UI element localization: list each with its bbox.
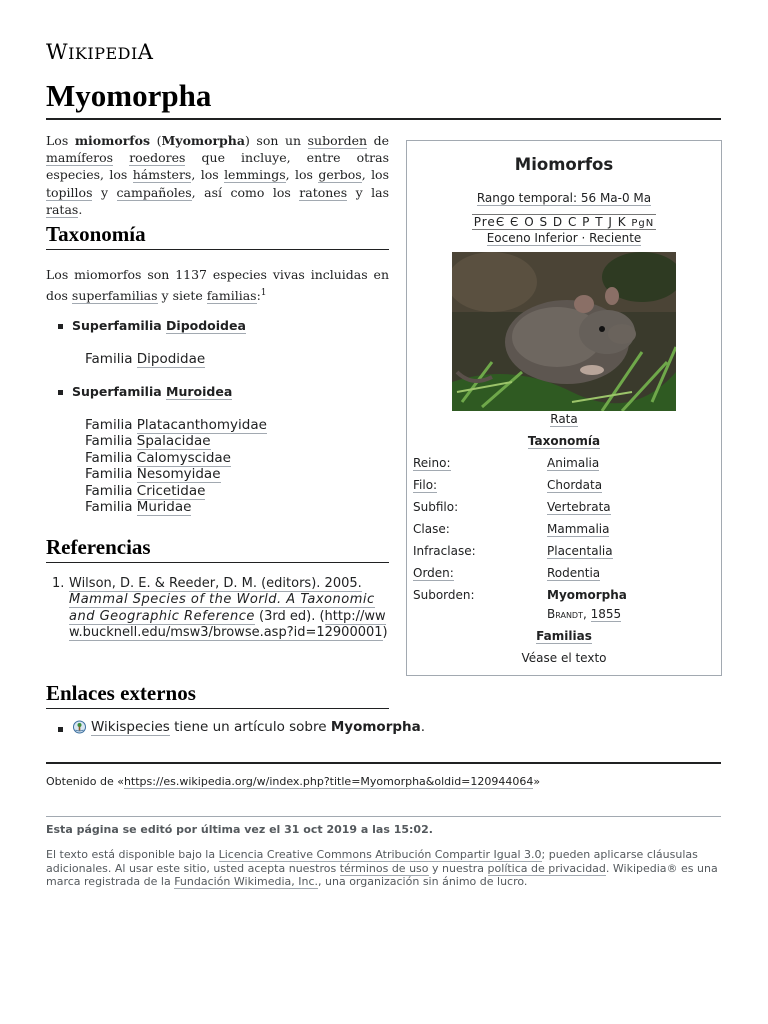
- wikispecies-icon[interactable]: [72, 719, 87, 734]
- privacy-policy-link[interactable]: política de privacidad: [487, 861, 606, 875]
- taxonomy-label: [407, 434, 721, 448]
- reference-1-link[interactable]: 1: [260, 288, 267, 298]
- epoch-link[interactable]: Eoceno Inferior · Reciente: [486, 231, 642, 245]
- geologic-period-bar[interactable]: PreЄ Є O S D C P T J K PgN: [473, 215, 655, 229]
- superfamily-dipodoidea: Superfamilia Dipodoidea: [72, 318, 246, 333]
- taxon-link[interactable]: Placentalia: [547, 544, 613, 558]
- rank-link[interactable]: Reino:: [413, 456, 451, 470]
- link-hamsters[interactable]: hámsters: [132, 167, 192, 183]
- taxonomy-link[interactable]: Taxonomía: [527, 434, 601, 448]
- taxonomia-paragraph: Los miomorfos son 1137 especies vivas incluidas en dos superfamilias y siete familias:$^1$: [46, 267, 389, 304]
- epoch-range: [407, 231, 721, 245]
- taxon-link[interactable]: Vertebrata: [547, 500, 611, 514]
- link-ratones[interactable]: ratones: [299, 184, 348, 200]
- reference-work-link[interactable]: Mammal Species of the World. A Taxonomic and Geographic Reference: [69, 592, 375, 624]
- link-wikispecies[interactable]: Wikispecies: [91, 719, 170, 735]
- rank-label: Suborden:: [413, 588, 475, 602]
- authority-name: Brandt: [547, 607, 583, 621]
- heading-enlaces-externos: Enlaces externos: [46, 681, 389, 709]
- familias-text: Véase el texto: [521, 651, 607, 665]
- list-item: Familia Dipodidae: [85, 351, 206, 367]
- link-roedores[interactable]: roedores: [129, 150, 186, 166]
- family-list-muroidea: [85, 417, 267, 515]
- link-dipodidae[interactable]: Dipodidae: [136, 351, 206, 367]
- link-lemmings[interactable]: lemmings: [224, 167, 286, 183]
- link-calomyscidae[interactable]: Calomyscidae: [136, 449, 231, 466]
- link-muroidea[interactable]: Muroidea: [166, 384, 233, 399]
- link-gerbos[interactable]: gerbos: [318, 167, 362, 183]
- rank-label: Infraclase:: [413, 544, 476, 558]
- link-ratas[interactable]: ratas: [46, 201, 79, 217]
- license-text: El texto está disponible bajo la Licencia Creative Commons Atribución Compartir Igual 3.0; pueden aplicarse cláusulas adicionales. Al usar este sitio, usted acepta nuestros términos de uso y nuestra política de privacidad. Wikipedia® es una marca registrada de la Fundación Wikimedia, Inc., una organización sin ánimo de lucro.: [46, 848, 718, 889]
- rank-link[interactable]: Filo:: [413, 478, 438, 492]
- rank-link[interactable]: Orden:: [413, 566, 454, 580]
- terms-of-use-link[interactable]: términos de uso: [339, 861, 429, 875]
- heading-taxonomia: Taxonomía: [46, 222, 389, 250]
- taxobox-title: Miomorfos: [514, 155, 614, 174]
- list-item: Familia Nesomyidae: [85, 466, 221, 483]
- retrieved-url-link[interactable]: https://es.wikipedia.org/w/index.php?title=Myomorpha&oldid=120944064: [123, 775, 534, 788]
- retrieved-from: Obtenido de «https://es.wikipedia.org/w/index.php?title=Myomorpha&oldid=120944064»: [46, 775, 541, 788]
- last-edited: Esta página se editó por última vez el 31 oct 2019 a las 15:02.: [46, 823, 433, 836]
- list-item: Familia Cricetidae: [85, 482, 206, 499]
- taxon-link[interactable]: Mammalia: [547, 522, 610, 536]
- bullet: [58, 390, 63, 395]
- link-suborden[interactable]: suborden: [307, 133, 368, 148]
- link-dipodoidea[interactable]: Dipodoidea: [166, 318, 246, 333]
- temporal-range: [407, 191, 721, 205]
- reference-item: Wilson, D. E. & Reeder, D. M. (editors). 2005. Mammal Species of the World. A Taxonomic and Geographic Reference (3rd ed). (http://www.bucknell.edu/msw3/browse.asp?id=12900001): [69, 576, 388, 640]
- superfamily-muroidea: Superfamilia Muroidea: [72, 384, 233, 399]
- link-topillos[interactable]: topillos: [46, 184, 93, 200]
- caption-link[interactable]: Rata: [550, 412, 578, 426]
- link-platacanthomyidae[interactable]: Platacanthomyidae: [136, 417, 267, 433]
- link-familias[interactable]: familias: [206, 288, 257, 304]
- taxon-name: Myomorpha: [547, 588, 627, 602]
- footer-divider: [46, 762, 721, 764]
- page-title: Myomorpha: [46, 76, 721, 120]
- license-link[interactable]: Licencia Creative Commons Atribución Compartir Igual 3.0: [218, 848, 542, 861]
- bullet: [58, 727, 63, 732]
- photo-caption: [407, 412, 721, 426]
- wikipedia-wordmark[interactable]: WIKIPEDIA: [46, 40, 154, 64]
- list-item: Familia Platacanthomyidae: [85, 417, 267, 433]
- link-mamiferos[interactable]: mamíferos: [46, 150, 114, 166]
- link-superfamilias[interactable]: superfamilias: [71, 288, 158, 304]
- footer-divider: [46, 816, 721, 817]
- heading-referencias: Referencias: [46, 535, 389, 563]
- reference-url-link[interactable]: http://www.bucknell.edu/msw3/browse.asp?id=12900001: [69, 608, 386, 640]
- link-muridae[interactable]: Muridae: [136, 499, 192, 516]
- link-nesomyidae[interactable]: Nesomyidae: [136, 466, 221, 483]
- temporal-range-link[interactable]: Rango temporal: 56 Ma-0 Ma: [476, 191, 652, 205]
- rat-photo[interactable]: [452, 252, 676, 411]
- link-spalacidae[interactable]: Spalacidae: [136, 433, 211, 450]
- family-list-dipodoidea: [85, 351, 205, 367]
- list-item: Familia Muridae: [85, 499, 192, 516]
- taxon-link[interactable]: Rodentia: [547, 566, 601, 580]
- list-item: Familia Calomyscidae: [85, 449, 231, 466]
- bullet: [58, 324, 63, 329]
- familias-link[interactable]: Familias: [536, 629, 592, 643]
- rank-label: Subfilo:: [413, 500, 459, 514]
- link-campanoles[interactable]: campañoles: [116, 184, 192, 200]
- taxon-link[interactable]: Chordata: [547, 478, 603, 492]
- list-item: Familia Spalacidae: [85, 433, 211, 450]
- taxobox: Miomorfos Rango temporal: 56 Ma-0 Ma PreЄ Є O S D C P T J K PgN Eoceno Inferior · Reciente Rata Taxonomía Reino: Animalia Filo: Chordata Subfilo: Vertebrata Clase: Mammalia Infraclase: Placentalia Orden: Rodentia Suborden: Myomorpha Brandt, 1855 Familias Véase el texto: [406, 140, 722, 676]
- reference-authors-link[interactable]: Wilson, D. E. & Reeder, D. M. (editors). 2005.: [69, 576, 362, 591]
- reference-number: 1.: [52, 576, 65, 591]
- taxon-link[interactable]: Animalia: [547, 456, 600, 470]
- authority-year-link[interactable]: 1855: [590, 607, 622, 621]
- rank-label: Clase:: [413, 522, 450, 536]
- link-cricetidae[interactable]: Cricetidae: [136, 482, 206, 499]
- familias-label: [407, 629, 721, 643]
- wikimedia-foundation-link[interactable]: Fundación Wikimedia, Inc.: [174, 875, 319, 889]
- external-link-item: Wikispecies tiene un artículo sobre Myomorpha.: [72, 719, 425, 736]
- intro-paragraph: Los miomorfos (Myomorpha) son un suborden de mamíferos roedores que incluye, entre otras especies, los hámsters, los lemmings, los gerbos, los topillos y campañoles, así como los ratones y las ratas.: [46, 133, 390, 217]
